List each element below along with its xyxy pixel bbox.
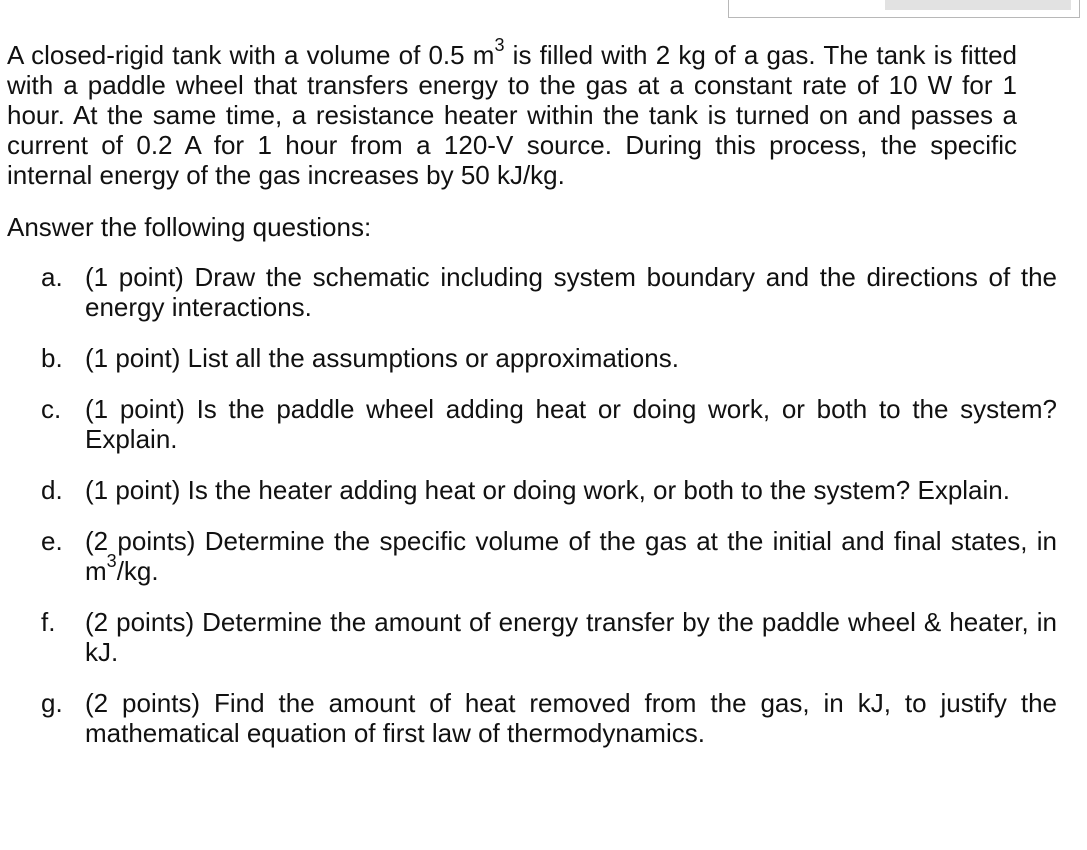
question-label: e. (41, 526, 63, 556)
question-b (7, 343, 1057, 373)
question-label: f. (41, 607, 56, 637)
question-text: (2 points) Find the amount of heat removed from the gas, in kJ, to justify the mathematical equation of first law of thermodynamics. (85, 688, 1057, 748)
question-text-part1: (2 points) Determine the specific volume of the gas at the initial and final states, in m (85, 526, 1057, 586)
questions-intro: Answer the following questions: (7, 212, 372, 242)
question-text: (2 points) Determine the amount of energy transfer by the paddle wheel & heater, in kJ. (85, 607, 1057, 667)
question-text: (1 point) Is the paddle wheel adding heat or doing work, or both to the system? Explain. (85, 394, 1057, 454)
question-label: g. (41, 688, 63, 718)
question-superscript: 3 (106, 551, 117, 572)
question-text: (1 point) Draw the schematic including system boundary and the directions of the energy interactions. (85, 262, 1057, 322)
question-list (7, 262, 1057, 748)
question-label: c. (41, 394, 62, 424)
problem-document (7, 35, 1057, 769)
question-text: (1 point) List all the assumptions or approximations. (85, 343, 679, 373)
top-box-gray-bar (885, 0, 1071, 10)
question-g (7, 688, 1057, 748)
question-e (7, 526, 1057, 586)
question-label: b. (41, 343, 63, 373)
statement-part1: A closed-rigid tank with a volume of 0.5 m (7, 40, 495, 70)
statement-superscript: 3 (494, 35, 505, 56)
question-label: a. (41, 262, 63, 292)
question-text (85, 526, 1057, 586)
statement-part2: is filled with 2 kg of a gas. The tank is fitted with a paddle wheel that transfers energy to the gas at a constant rate of 10 W for 1 hour. At the same time, a resistance heater within the tank is turned on and passes a current of 0.2 A for 1 hour from a 120-V source. During this process, the specific internal energy of the gas increases by 50 kJ/kg. (7, 40, 1018, 190)
question-text: (1 point) Is the heater adding heat or doing work, or both to the system? Explain. (85, 475, 1010, 505)
question-a (7, 262, 1057, 322)
question-text-part2: /kg. (116, 556, 159, 586)
question-f (7, 607, 1057, 667)
question-c (7, 394, 1057, 454)
top-input-box (728, 0, 1080, 18)
question-d (7, 475, 1057, 505)
problem-statement (7, 35, 1018, 190)
question-label: d. (41, 475, 63, 505)
